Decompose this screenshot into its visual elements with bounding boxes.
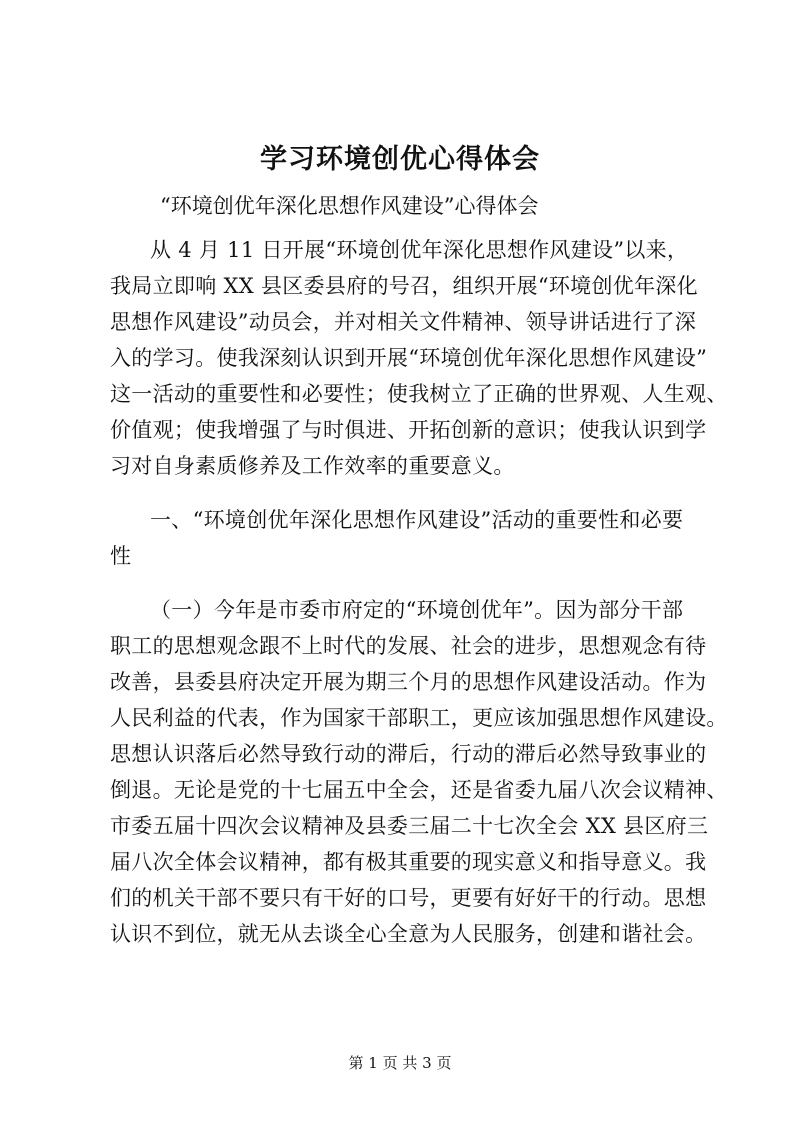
paragraph-line: 人民利益的代表，作为国家干部职工，更应该加强思想作风建设。 (110, 706, 728, 730)
paragraph-line: 我局立即响 XX 县区委县府的号召，组织开展“环境创优年深化 (110, 274, 698, 298)
paragraph-line: 市委五届十四次会议精神及县委三届二十七次全会 XX 县区府三 (110, 814, 709, 838)
paragraph-line: 价值观；使我增强了与时俱进、开拓创新的意识；使我认识到学 (110, 418, 707, 442)
paragraph-line: 这一活动的重要性和必要性；使我树立了正确的世界观、人生观、 (110, 382, 728, 406)
paragraph-line: 思想作风建设”动员会，并对相关文件精神、领导讲话进行了深 (110, 310, 697, 334)
paragraph-line: 改善，县委县府决定开展为期三个月的思想作风建设活动。作为 (110, 670, 707, 694)
paragraph-line: 思想认识落后必然导致行动的滞后，行动的滞后必然导致事业的 (110, 742, 707, 766)
paragraph-line: 职工的思想观念跟不上时代的发展、社会的进步，思想观念有待 (110, 634, 707, 658)
paragraph-line: 从 4 月 11 日开展“环境创优年深化思想作风建设”以来， (150, 238, 689, 262)
paragraph-line: 届八次全体会议精神，都有极其重要的现实意义和指导意义。我 (110, 850, 707, 874)
paragraph-line: 认识不到位，就无从去谈全心全意为人民服务，创建和谐社会。 (110, 922, 707, 946)
paragraph-line: 倒退。无论是党的十七届五中全会，还是省委九届八次会议精神、 (110, 778, 728, 802)
document-subtitle: “环境创优年深化思想作风建设”心得体会 (160, 194, 539, 218)
document-title: 学习环境创优心得体会 (260, 144, 540, 175)
paragraph-line: 习对自身素质修养及工作效率的重要意义。 (110, 454, 515, 478)
section-heading-line: 性 (110, 544, 132, 568)
paragraph-line: 入的学习。使我深刻认识到开展“环境创优年深化思想作风建设” (110, 346, 708, 370)
page-number-footer: 第 1 页 共 3 页 (348, 1054, 452, 1072)
paragraph-line: 们的机关干部不要只有干好的口号，更要有好好干的行动。思想 (110, 886, 707, 910)
section-heading-line: 一、“环境创优年深化思想作风建设”活动的重要性和必要 (150, 508, 684, 532)
paragraph-line: （一）今年是市委市府定的“环境创优年”。因为部分干部 (150, 598, 684, 622)
